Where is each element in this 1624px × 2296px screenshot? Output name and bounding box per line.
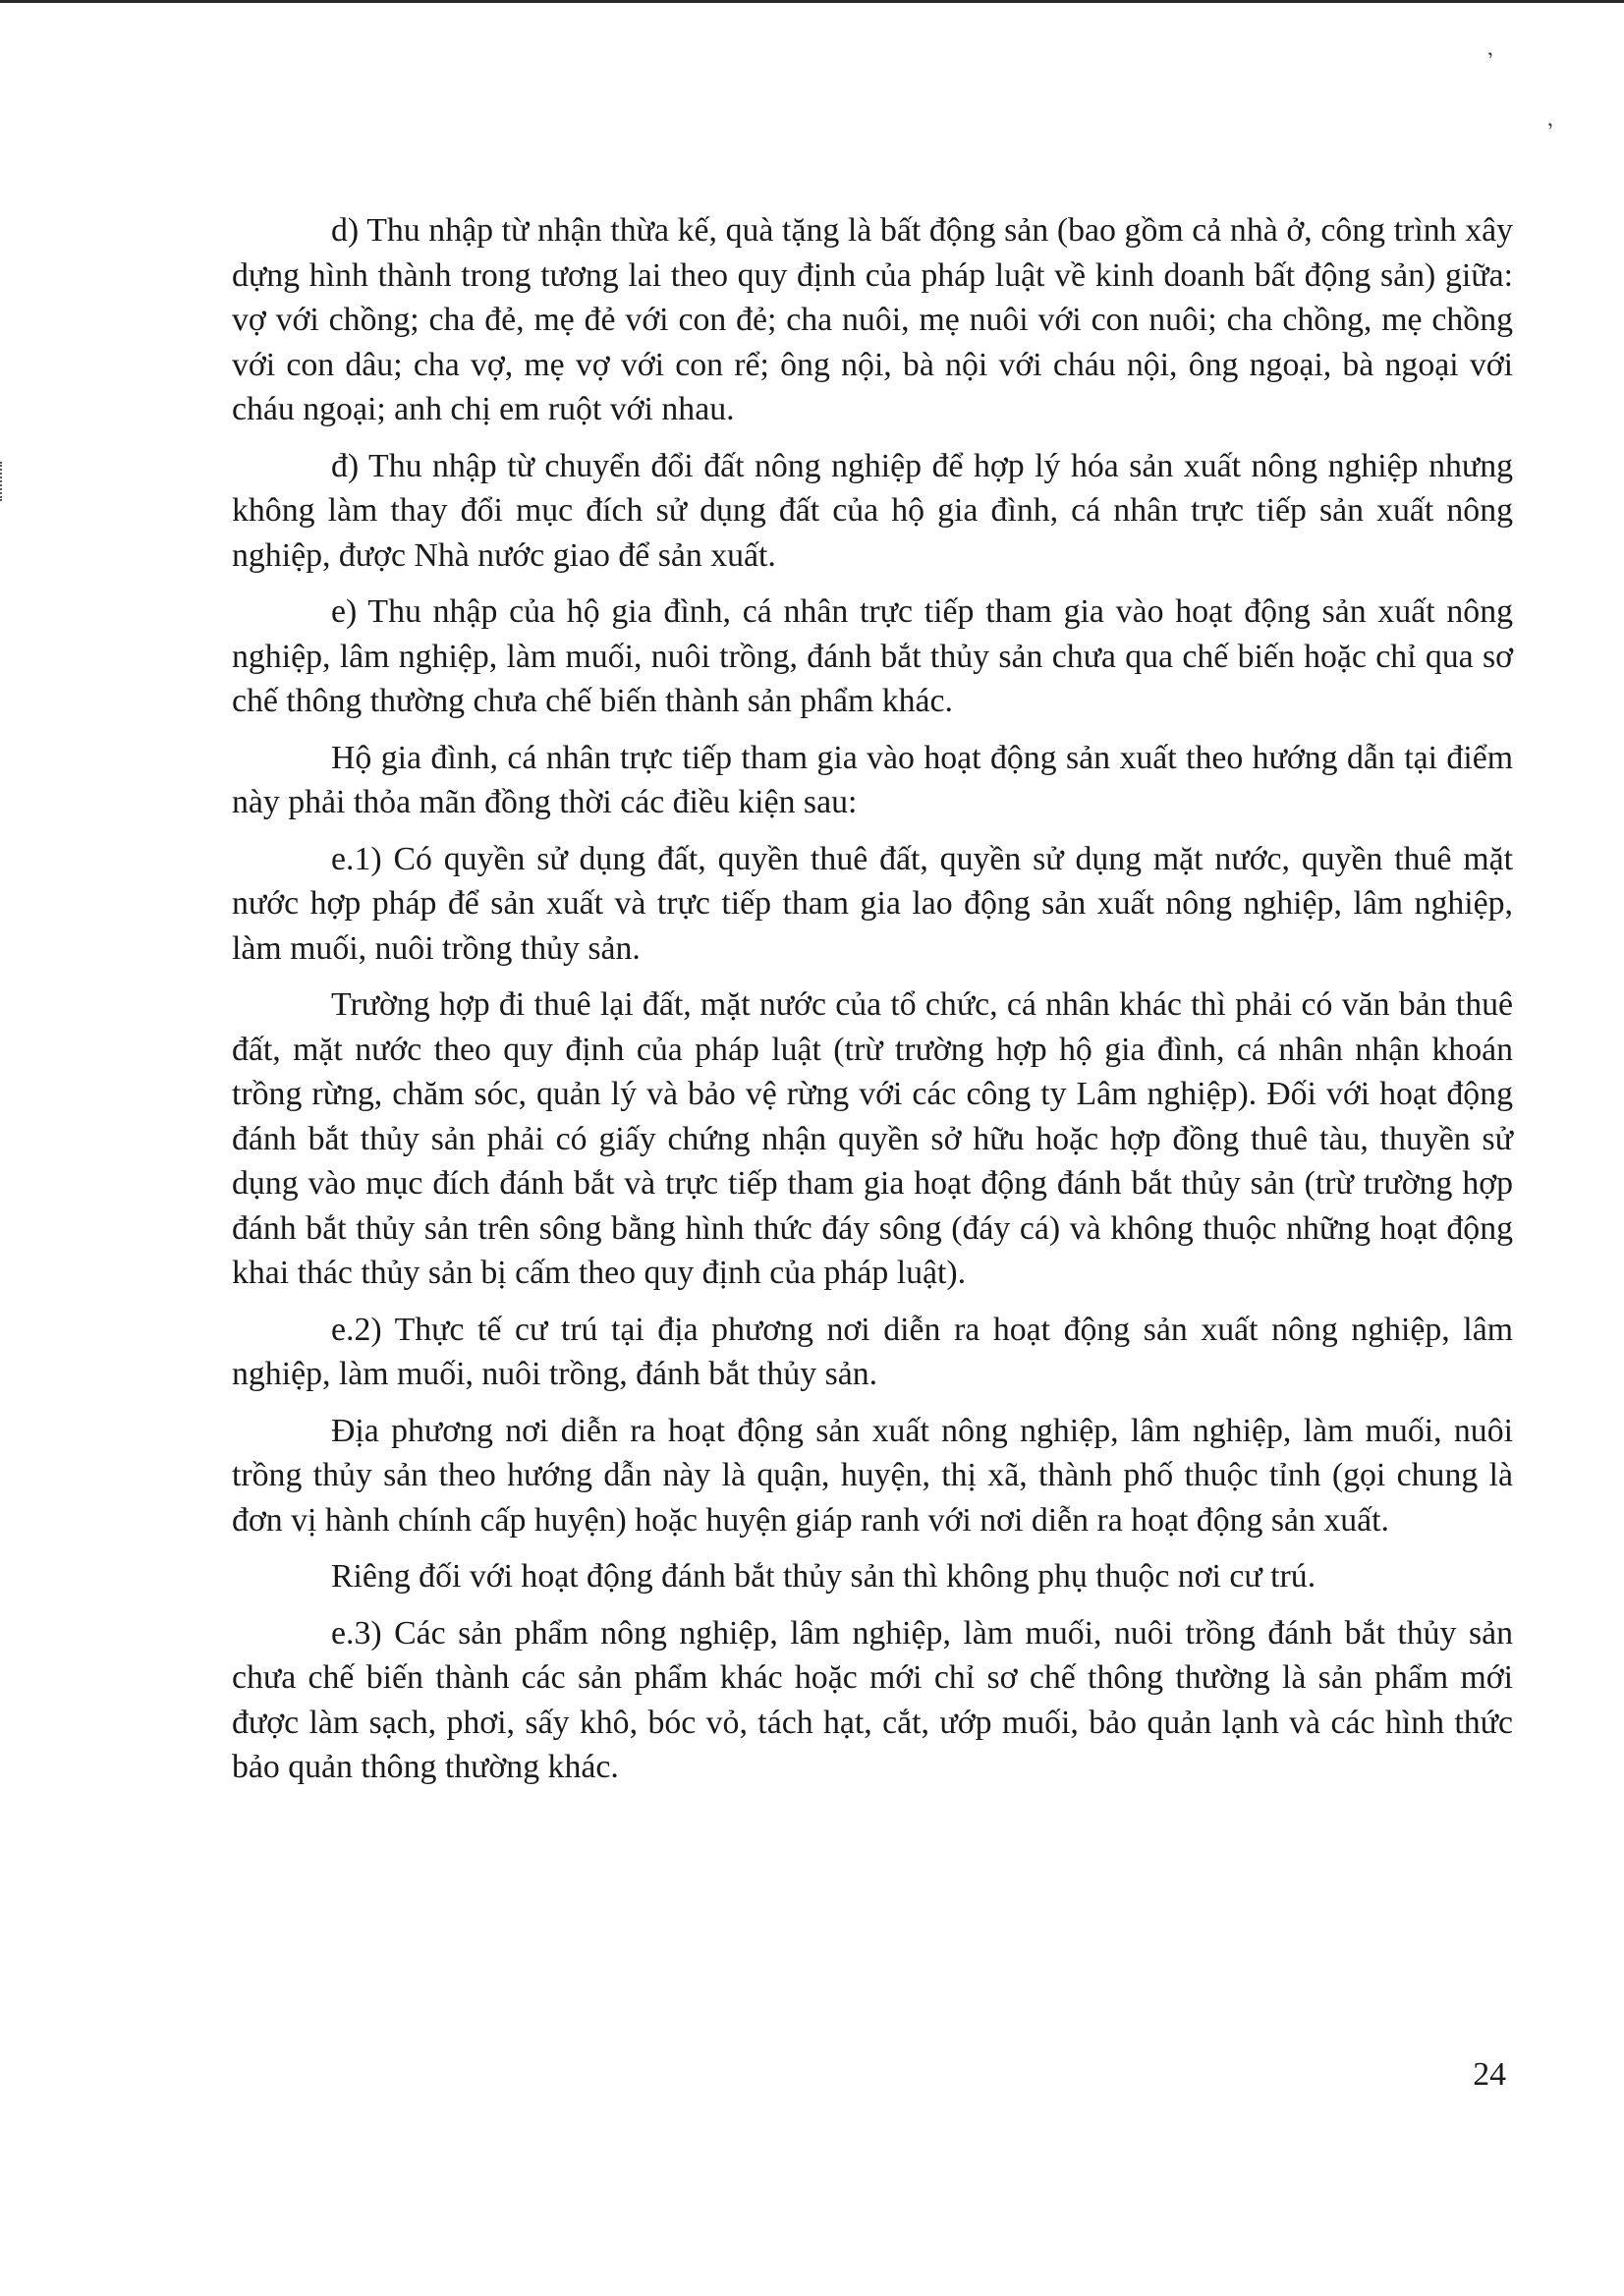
paragraph-e1-land-rights: e.1) Có quyền sử dụng đất, quyền thuê đất, quyền sử dụng mặt nước, quyền thuê mặt nước hợp pháp để sản xuất và trực tiếp tham gia lao động sản xuất nông nghiệp, lâm nghiệp, làm muối, nuôi trồng thủy sản. [232, 840, 1513, 967]
paragraph-e-agricultural-income: e) Thu nhập của hộ gia đình, cá nhân trực tiếp tham gia vào hoạt động sản xuất nông nghiệp, lâm nghiệp, làm muối, nuôi trồng, đánh bắt thủy sản chưa qua chế biến hoặc chỉ qua sơ chế thông thường chưa chế biến thành sản phẩm khác. [232, 593, 1513, 719]
paragraph-locality-definition: Địa phương nơi diễn ra hoạt động sản xuất nông nghiệp, lâm nghiệp, làm muối, nuôi trồng thủy sản theo hướng dẫn này là quận, huyện, thị xã, thành phố thuộc tỉnh (gọi chung là đơn vị hành chính cấp huyện) hoặc huyện giáp ranh với nơi diễn ra hoạt động sản xuất. [232, 1412, 1513, 1539]
scan-speck-mark: , [1540, 105, 1555, 132]
paragraph-conditions-intro: Hộ gia đình, cá nhân trực tiếp tham gia vào hoạt động sản xuất theo hướng dẫn tại điểm này phải thỏa mãn đồng thời các điều kiện sau: [232, 739, 1513, 820]
page-number: 24 [1473, 2056, 1506, 2093]
document-body [232, 208, 1513, 1790]
scan-top-border [0, 0, 1624, 3]
scan-speck-mark: , [1481, 34, 1495, 61]
paragraph-e2-residence: e.2) Thực tế cư trú tại địa phương nơi diễn ra hoạt động sản xuất nông nghiệp, lâm nghiệp, làm muối, nuôi trồng, đánh bắt thủy sản. [232, 1311, 1513, 1392]
paragraph-d-inheritance-gifts: d) Thu nhập từ nhận thừa kế, quà tặng là bất động sản (bao gồm cả nhà ở, công trình xây dựng hình thành trong tương lai theo quy định của pháp luật về kinh doanh bất động sản) giữa: vợ với chồng; cha đẻ, mẹ đẻ với con đẻ; cha nuôi, mẹ nuôi với con nuôi; cha chồng, mẹ chồng với con dâu; cha vợ, mẹ vợ với con rể; ông nội, bà nội với cháu nội, ông ngoại, bà ngoại với cháu ngoại; anh chị em ruột với nhau. [232, 212, 1513, 427]
paragraph-subleasing-land: Trường hợp đi thuê lại đất, mặt nước của tổ chức, cá nhân khác thì phải có văn bản thuê đất, mặt nước theo quy định của pháp luật (trừ trường hợp hộ gia đình, cá nhân nhận khoán trồng rừng, chăm sóc, quản lý và bảo vệ rừng với các công ty Lâm nghiệp). Đối với hoạt động đánh bắt thủy sản phải có giấy chứng nhận quyền sở hữu hoặc hợp đồng thuê tàu, thuyền sử dụng vào mục đích đánh bắt và trực tiếp tham gia hoạt động đánh bắt thủy sản (trừ trường hợp đánh bắt thủy sản trên sông bằng hình thức đáy sông (đáy cá) và không thuộc những hoạt động khai thác thủy sản bị cấm theo quy định của pháp luật). [232, 986, 1513, 1291]
paragraph-fishing-exception: Riêng đối với hoạt động đánh bắt thủy sản thì không phụ thuộc nơi cư trú. [331, 1558, 1316, 1595]
paragraph-dd-agricultural-land-conversion: đ) Thu nhập từ chuyển đổi đất nông nghiệp để hợp lý hóa sản xuất nông nghiệp nhưng không làm thay đổi mục đích sử dụng đất của hộ gia đình, cá nhân trực tiếp sản xuất nông nghiệp, được Nhà nước giao để sản xuất. [232, 447, 1513, 574]
scan-edge-marks [0, 462, 5, 501]
paragraph-e3-products: e.3) Các sản phẩm nông nghiệp, lâm nghiệp, làm muối, nuôi trồng đánh bắt thủy sản chưa chế biến thành các sản phẩm khác hoặc mới chỉ sơ chế thông thường là sản phẩm mới được làm sạch, phơi, sấy khô, bóc vỏ, tách hạt, cắt, ướp muối, bảo quản lạnh và các hình thức bảo quản thông thường khác. [232, 1614, 1513, 1785]
